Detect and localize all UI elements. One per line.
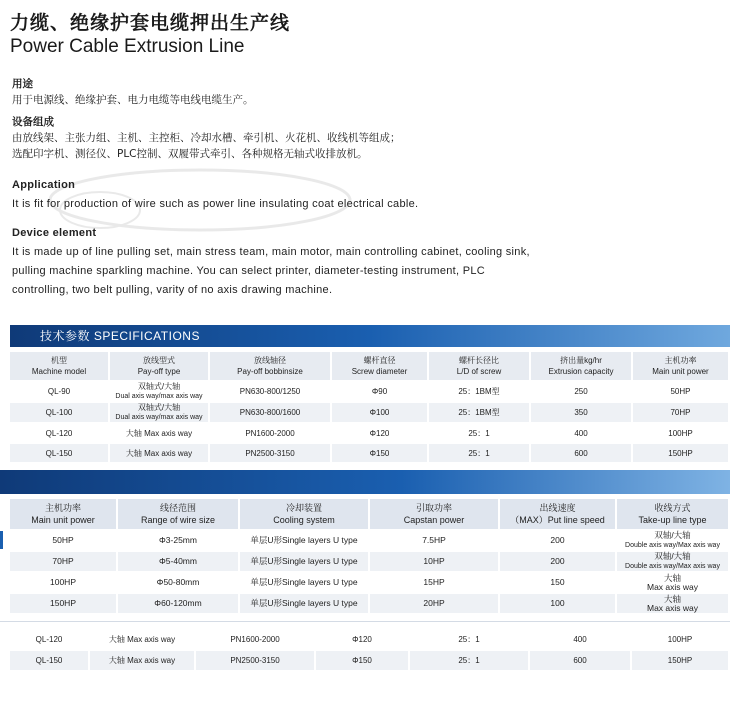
table-row bbox=[10, 573, 728, 592]
cell-power: 150HP bbox=[10, 594, 116, 613]
cell-capacity: 350 bbox=[531, 403, 631, 422]
col-header: 机型 Machine model bbox=[10, 352, 108, 380]
col-header: 放线轴径 Pay-off bobbinsize bbox=[210, 352, 330, 380]
cell-model: QL-150 bbox=[10, 651, 88, 670]
device-line-2: pulling machine sparkling machine. You can select printer, diameter-testing instrument, PLC bbox=[12, 265, 486, 277]
table-row bbox=[10, 382, 728, 401]
cell-cooling: 单层U形Single layers U type bbox=[240, 552, 368, 571]
device-heading: Device element bbox=[12, 227, 97, 239]
cell-capacity: 600 bbox=[531, 444, 631, 462]
cell-cooling: 单层U形Single layers U type bbox=[250, 535, 358, 545]
cell-bobbin: PN2500-3150 bbox=[210, 444, 330, 462]
cell-range: Φ50-80mm bbox=[156, 577, 200, 587]
cell-power: 50HP bbox=[52, 535, 74, 545]
col-header: 放线型式 Pay-off type bbox=[110, 352, 208, 380]
cell-takeup: 大轴 Max axis way bbox=[646, 572, 698, 592]
usage-section bbox=[12, 76, 254, 108]
usage-heading: 用途 bbox=[12, 78, 33, 90]
cell-payoff: 双轴式/大轴 Dual axis way/max axis way bbox=[115, 382, 203, 400]
device-line-1: It is made up of line pulling set, main stress team, main motor, main controlling cabinet, cooling sink, bbox=[12, 246, 530, 258]
cell-payoff: 大轴 Max axis way bbox=[125, 428, 193, 438]
table-row bbox=[10, 424, 728, 442]
cell-screw: Φ90 bbox=[371, 387, 388, 396]
cell-power: 100HP bbox=[667, 635, 693, 644]
col-header: 螺杆长径比 L/D of screw bbox=[429, 352, 529, 380]
cell-speed: 200 bbox=[500, 552, 615, 571]
cell-model: QL-100 bbox=[10, 403, 108, 422]
cell-takeup: 双轴/大轴 Double axis way/Max axis way bbox=[625, 530, 720, 549]
cell-bobbin: PN630-800/1250 bbox=[239, 387, 301, 396]
cell-power: 100HP bbox=[668, 428, 693, 438]
cell-power: 70HP bbox=[633, 403, 728, 422]
cell-capacity: 400 bbox=[573, 635, 587, 644]
composition-heading: 设备组成 bbox=[12, 116, 54, 128]
specifications-bar-2 bbox=[0, 470, 730, 494]
col-header: 收线方式 Take-up line type bbox=[617, 499, 728, 529]
composition-section bbox=[12, 114, 401, 162]
table-row bbox=[10, 403, 728, 422]
cell-range: Φ5-40mm bbox=[118, 552, 238, 571]
cell-capstan: 10HP bbox=[370, 552, 498, 571]
cell-speed: 150 bbox=[550, 577, 565, 587]
spec-table-1 bbox=[8, 350, 730, 464]
page-title-cn: 力缆、绝缘护套电缆押出生产线 bbox=[10, 12, 291, 34]
device-section bbox=[12, 224, 530, 300]
cell-power: 50HP bbox=[670, 387, 691, 396]
table-row bbox=[10, 630, 728, 649]
cell-range: Φ3-25mm bbox=[159, 535, 197, 545]
table-row bbox=[10, 531, 728, 550]
cell-cooling: 单层U形Single layers U type bbox=[250, 577, 358, 587]
specifications-label: 技术参数 SPECIFICATIONS bbox=[40, 329, 200, 343]
spec-table-2 bbox=[8, 497, 730, 615]
col-header: 螺杆直径 Screw diameter bbox=[332, 352, 427, 380]
col-header: 线径范围 Range of wire size bbox=[118, 499, 238, 529]
col-header: 引取功率 Capstan power bbox=[370, 499, 498, 529]
cell-capacity: 250 bbox=[574, 387, 588, 396]
col-header: 主机功率 Main unit power bbox=[10, 499, 116, 529]
cell-bobbin: PN1600-2000 bbox=[230, 635, 280, 644]
cell-screw: Φ120 bbox=[369, 428, 390, 438]
cell-bobbin: PN630-800/1600 bbox=[210, 403, 330, 422]
cell-power: 150HP bbox=[633, 444, 728, 462]
cell-bobbin: PN1600-2000 bbox=[245, 428, 295, 438]
cell-range: Φ60-120mm bbox=[118, 594, 238, 613]
cell-cooling: 单层U形Single layers U type bbox=[240, 594, 368, 613]
cell-model: QL-120 bbox=[35, 635, 63, 644]
device-line-3: controlling, two belt pulling, varity of no axis drawing machine. bbox=[12, 284, 333, 296]
cell-screw: Φ150 bbox=[316, 651, 408, 670]
usage-text: 用于电源线、绝缘护套、电力电缆等电线电缆生产。 bbox=[12, 94, 254, 106]
table-row bbox=[10, 444, 728, 462]
cell-capacity: 400 bbox=[574, 428, 588, 438]
cell-capacity: 600 bbox=[530, 651, 630, 670]
cell-takeup: 双轴/大轴 Double axis way/Max axis way bbox=[617, 552, 728, 571]
table-row bbox=[10, 594, 728, 613]
cell-model: QL-150 bbox=[10, 444, 108, 462]
cell-screw: Φ120 bbox=[352, 635, 372, 644]
cell-power: 150HP bbox=[632, 651, 728, 670]
col-header: 挤出量kg/hr Extrusion capacity bbox=[531, 352, 631, 380]
cell-ld: 25：1 bbox=[410, 651, 528, 670]
col-header: 出线速度 （MAX）Put line speed bbox=[500, 499, 615, 529]
cell-model: QL-90 bbox=[47, 387, 71, 396]
cell-screw: Φ100 bbox=[332, 403, 427, 422]
cell-bobbin: PN2500-3150 bbox=[196, 651, 314, 670]
application-text: It is fit for production of wire such as power line insulating coat electrical cable. bbox=[12, 198, 419, 210]
spec-table-3 bbox=[8, 628, 730, 672]
col-header: 主机功率 Main unit power bbox=[633, 352, 728, 380]
cell-capstan: 20HP bbox=[370, 594, 498, 613]
cell-payoff: 大轴 Max axis way bbox=[110, 444, 208, 462]
cell-ld: 25：1BM型 bbox=[429, 403, 529, 422]
cell-speed: 100 bbox=[500, 594, 615, 613]
cell-speed: 200 bbox=[550, 535, 565, 545]
cell-ld: 25：1 bbox=[458, 635, 480, 644]
cell-takeup: 大轴 Max axis way bbox=[617, 594, 728, 613]
cell-capstan: 7.5HP bbox=[422, 535, 446, 545]
cell-payoff: 大轴 Max axis way bbox=[90, 651, 194, 670]
cell-capstan: 15HP bbox=[423, 577, 445, 587]
cell-ld: 25：1BM型 bbox=[458, 387, 500, 396]
table-row bbox=[10, 552, 728, 571]
table-row bbox=[10, 651, 728, 670]
specifications-bar bbox=[10, 325, 730, 347]
composition-line-2: 选配印字机、测径仪、PLC控制、双履带式牵引、各种规格无轴式收排放机。 bbox=[12, 148, 368, 160]
application-heading: Application bbox=[12, 179, 76, 191]
table-header-row bbox=[10, 352, 728, 380]
col-header: 冷却装置 Cooling system bbox=[240, 499, 368, 529]
row-marker bbox=[0, 531, 3, 549]
page-title-en: Power Cable Extrusion Line bbox=[10, 36, 245, 57]
cell-power: 70HP bbox=[10, 552, 116, 571]
cell-payoff: 大轴 Max axis way bbox=[108, 635, 176, 644]
table-header-row bbox=[10, 499, 728, 529]
cell-ld: 25：1 bbox=[429, 444, 529, 462]
application-section bbox=[12, 176, 418, 214]
cell-power: 100HP bbox=[50, 577, 76, 587]
divider bbox=[0, 621, 730, 622]
cell-screw: Φ150 bbox=[332, 444, 427, 462]
cell-model: QL-120 bbox=[45, 428, 73, 438]
composition-line-1: 由放线架、主张力组、主机、主控柜、冷却水槽、牵引机、火花机、收线机等组成； bbox=[12, 132, 401, 144]
cell-payoff: 双轴式/大轴 Dual axis way/max axis way bbox=[110, 403, 208, 422]
cell-ld: 25：1 bbox=[468, 428, 490, 438]
